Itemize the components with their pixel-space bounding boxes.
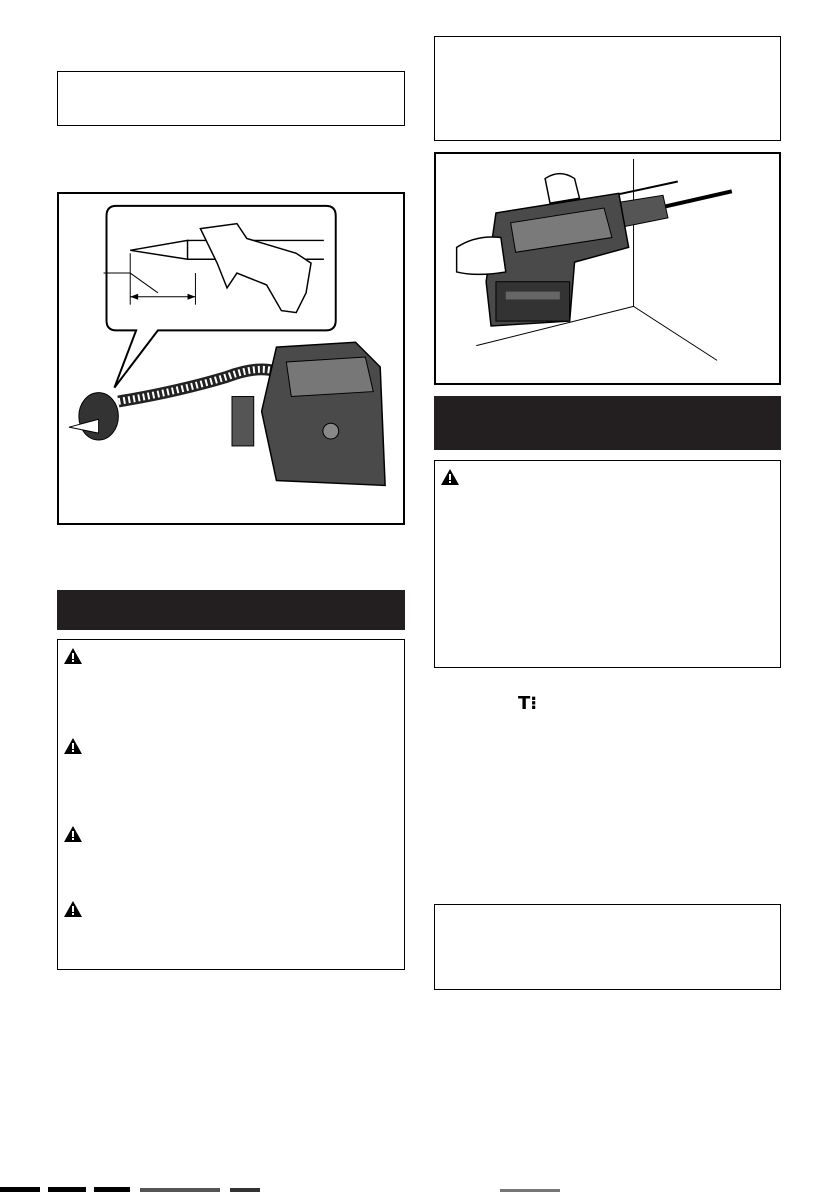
figure-chipping-dust-extraction	[57, 192, 405, 525]
section-heading-bar-right	[434, 396, 781, 450]
warning-icon	[64, 738, 82, 754]
warning-box-right	[434, 460, 781, 668]
warning-icon	[64, 901, 82, 917]
drilling-into-wall-icon	[436, 154, 779, 383]
rotation-with-hammering-mode-icon: T⁝	[518, 693, 538, 714]
chipping-dust-extraction-icon	[59, 194, 403, 523]
section-heading-bar-left	[57, 590, 405, 630]
note-box-top-left	[57, 71, 405, 126]
note-box-top-right	[434, 36, 781, 141]
warning-box-left	[57, 639, 405, 970]
footer-print-marks	[0, 1184, 840, 1192]
warning-icon	[441, 469, 459, 485]
note-box-bottom-right	[434, 904, 781, 990]
warning-icon	[64, 826, 82, 842]
figure-drilling-wall	[434, 152, 781, 385]
warning-icon	[64, 648, 82, 664]
